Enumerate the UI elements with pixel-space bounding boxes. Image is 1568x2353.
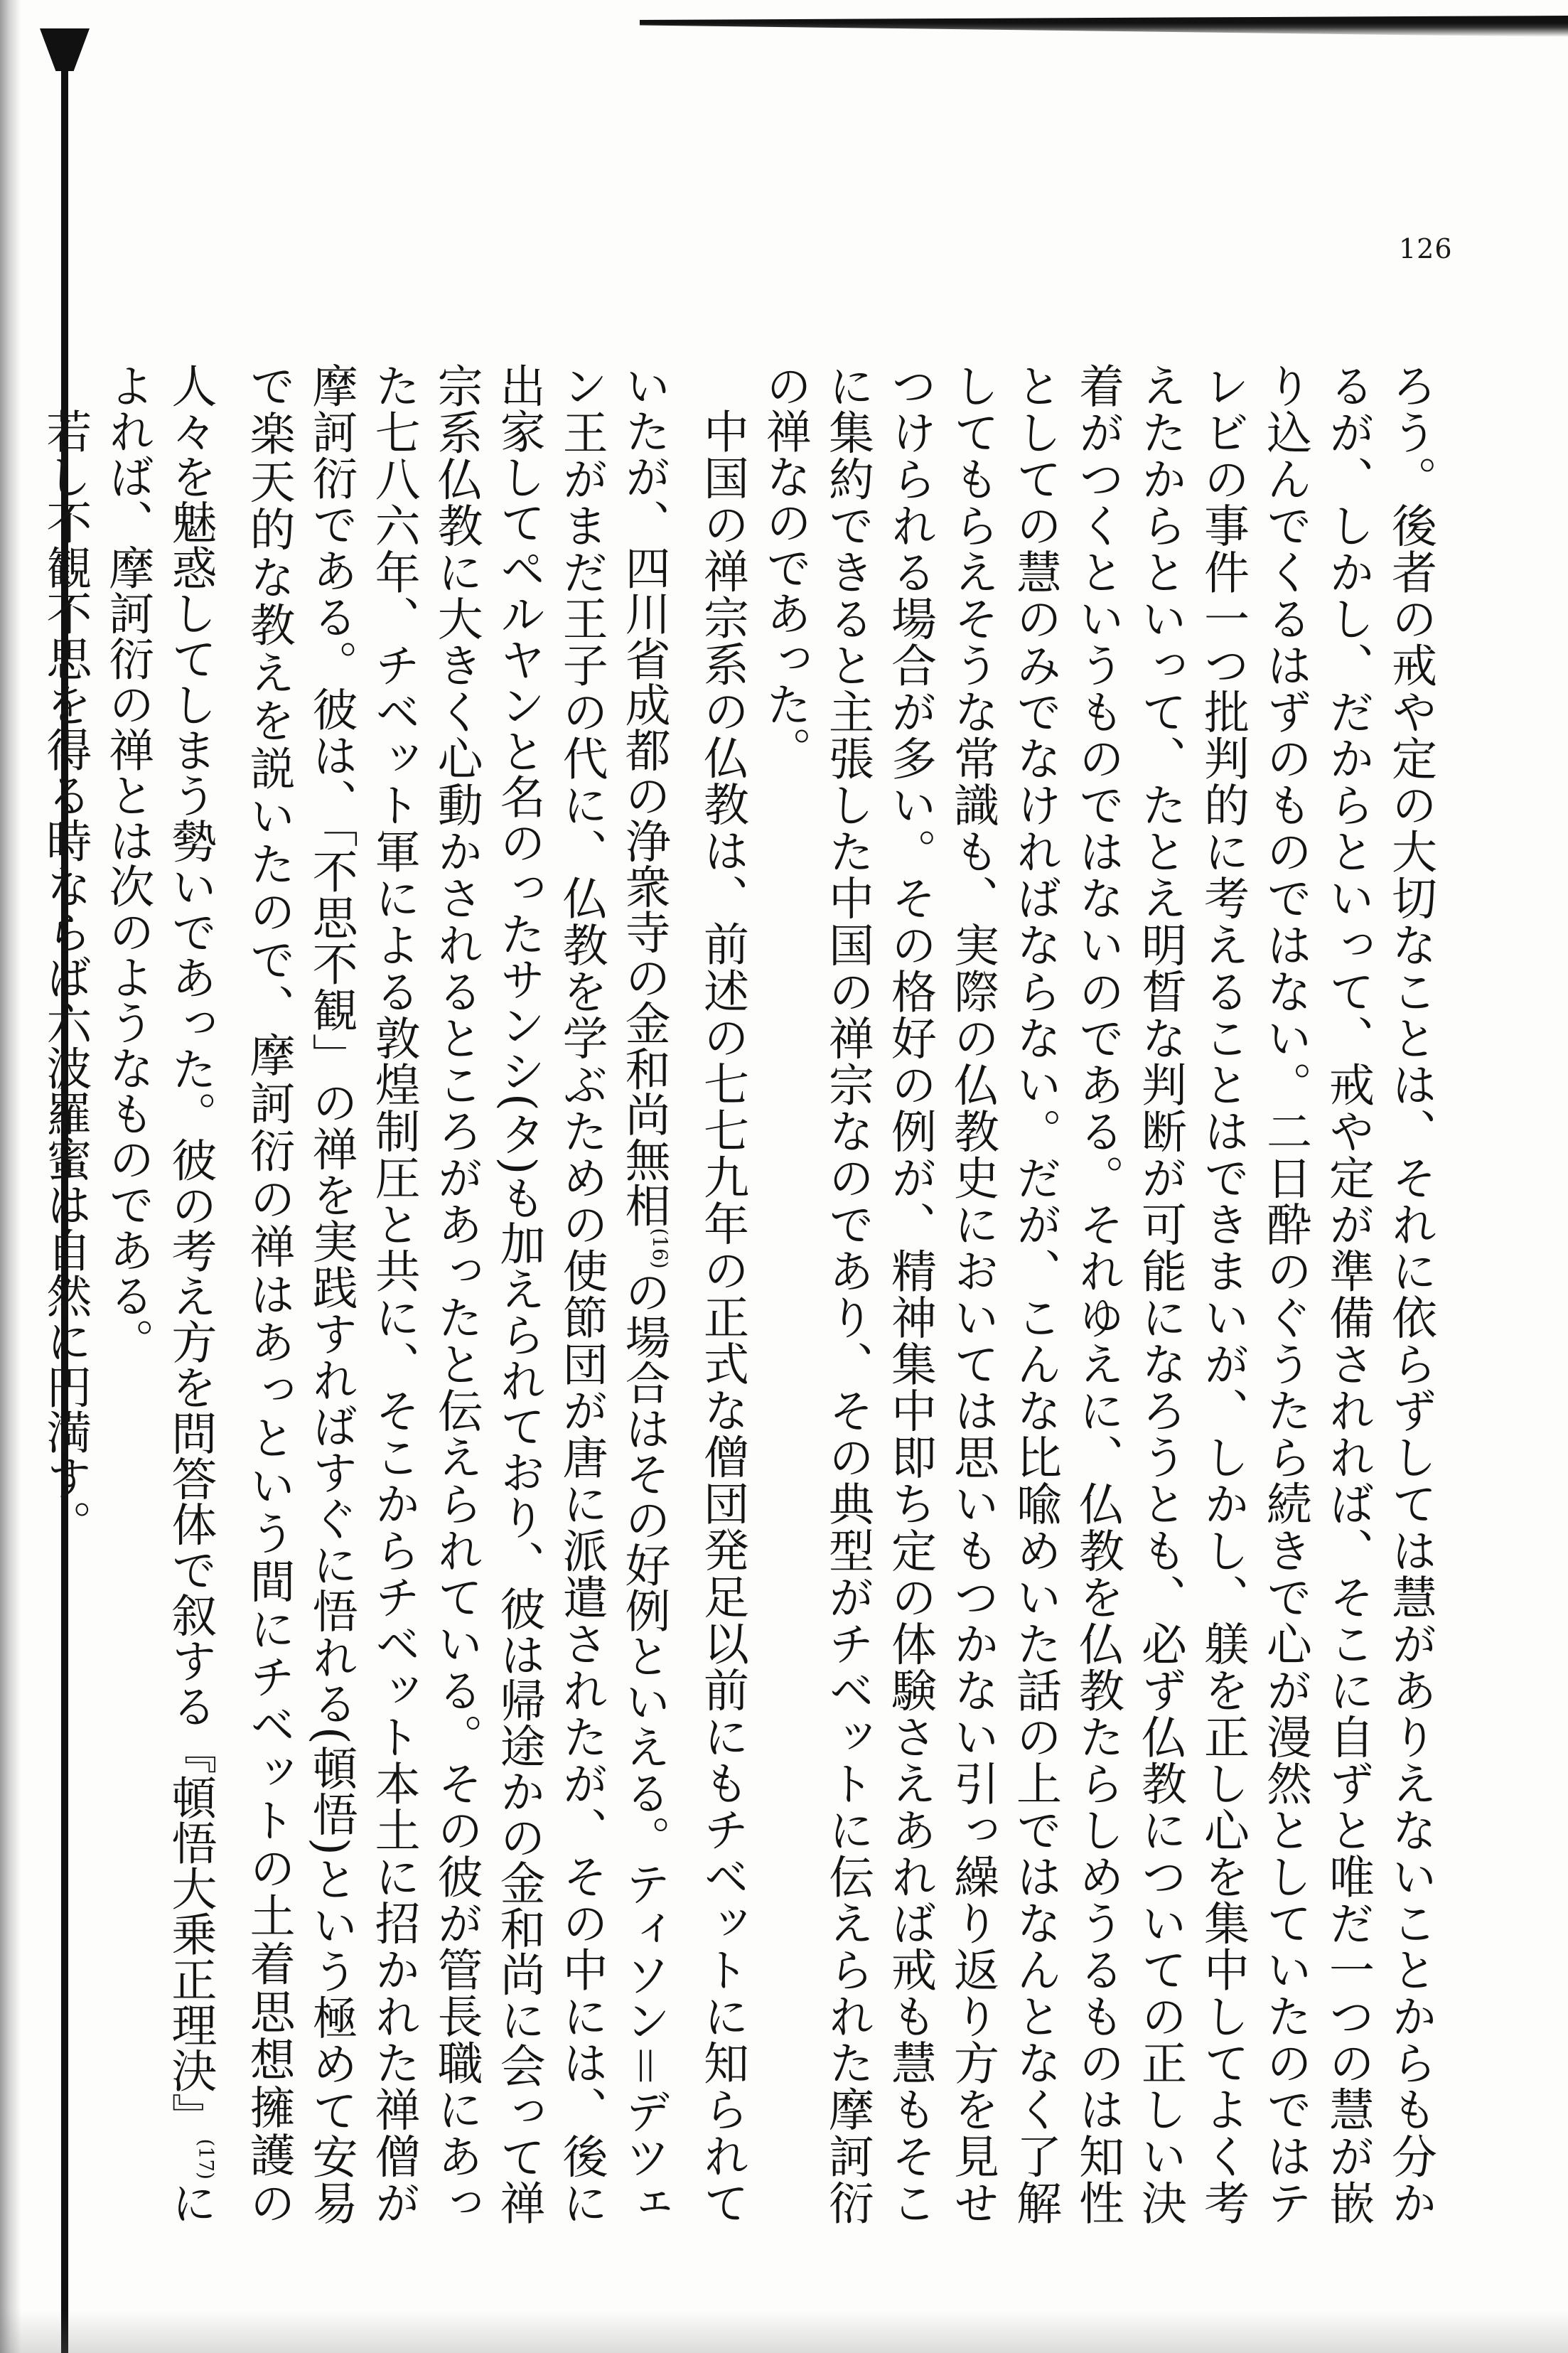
body-text <box>38 363 1441 2226</box>
paragraph-text: の場合はその好例といえる。ティソン＝デツェン王がまだ王子の代に、仏教を学ぶための使節団が唐に派遣されたが、その中には、後に出家してペルヤンと名のったサンシ(タ)も加えられており、彼は帰途かの金和尚に会って禅宗系仏教に大きく心動かされるところがあったと伝えられている。その彼が管長職にあった七八六年、チベット軍による敦煌制圧と共に、そこからチベット本土に招かれた禅僧が摩訶衍である。彼は、「不思不観」の禅を実践すればすぐに悟れる(頓悟)という極めて安易で楽天的な教えを説いたので、摩訶衍の禅はあっという間にチベットの土着思想擁護の人々を魅惑してしまう勢いであった。彼の考え方を問答体で叙する『頓悟大乗正理決』 <box>163 363 670 2226</box>
paragraph-text: ろう。後者の戒や定の大切なことは、それに依らずしては慧がありえないことからも分かるが、しかし、だからといって、戒や定が準備されれば、そこに自ずと唯だ一つの慧が嵌り込んでくるはずのものではない。二日酔のぐうたら続きで心が漫然としていたのではテレビの事件一つ批判的に考えることはできまいが、しかし、躾を正し心を集中してよく考えたからといって、たとえ明晳な判断が可能になろうとも、必ず仏教についての正しい決着がつくというものではないのである。それゆえに、仏教を仏教たらしめうるものは知性としての慧のみでなければならない。だが、こんな比喩めいた話の上ではなんとなく了解してもらえそうな常識も、実際の仏教史においては思いもつかない引っ繰り返り方を見せつけられる場合が多い。その格好の例が、精神集中即ち定の体験さえあれば戒も慧もそこに集約できると主張した中国の禅宗なのであり、その典型がチベットに伝えられた摩訶衍の禅なのであった。 <box>758 363 1437 2226</box>
footnote-ref-17[interactable]: (17) <box>194 2138 218 2180</box>
paragraph-text: によれば、摩訶衍の禅とは次のようなものである。 <box>101 363 217 2226</box>
scan-bottom-shade <box>0 2310 1568 2353</box>
paragraph-text: 中国の禅宗系の仏教は、前述の七七九年の正式な僧団発足以前にもチベットに知られていたが、四川省成都の浄衆寺の金和尚無相 <box>617 363 748 2225</box>
footnote-ref-16[interactable]: (16) <box>648 1228 672 1269</box>
scan-spine-cap <box>40 28 90 71</box>
quotation-text: 若し不観不思を得る時ならば六波羅蜜は自然に円満す。 <box>38 408 92 1545</box>
paragraph-1 <box>753 363 1441 2225</box>
scan-spine-shadow <box>0 0 21 2353</box>
page-number: 126 <box>1399 233 1453 264</box>
scan-top-edge <box>640 16 1568 37</box>
quotation <box>33 363 96 2225</box>
paragraph-2 <box>96 363 753 2225</box>
